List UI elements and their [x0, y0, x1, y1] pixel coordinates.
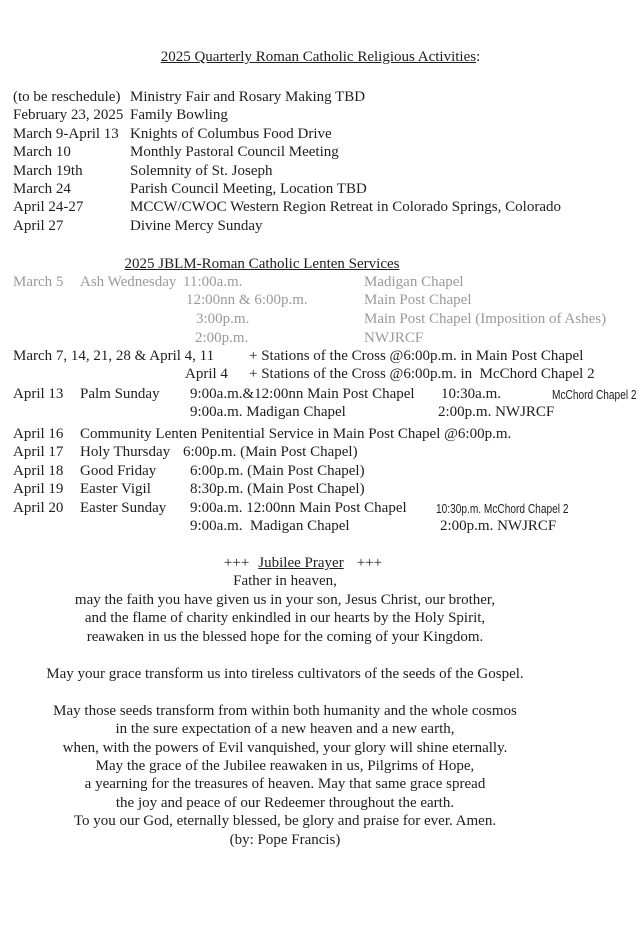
activities-section-title [0, 49, 641, 68]
prayer-line: Father in heaven, [233, 573, 337, 589]
community-service-row [0, 426, 641, 445]
event-date: (to be reschedule) [13, 89, 121, 105]
service-date: April 13 [13, 386, 64, 402]
service-detail: + Stations of the Cross @6:00p.m. in McChord Chapel 2 [249, 366, 595, 382]
service-time-location: 9:00a.m. Madigan Chapel [190, 404, 346, 420]
event-desc: Solemnity of St. Joseph [130, 163, 273, 179]
service-detail: 6:00p.m. (Main Post Chapel) [190, 463, 365, 479]
holy-thursday-row [0, 444, 641, 463]
service-name: Good Friday [80, 463, 157, 479]
activities-title-text: 2025 Quarterly Roman Catholic Religious Activities [160, 49, 477, 65]
ash-wednesday-row-3 [0, 311, 641, 330]
service-date: April 17 [13, 444, 64, 460]
service-dates: April 4 [185, 366, 228, 382]
event-date: April 24-27 [13, 199, 84, 215]
event-date: March 19th [13, 163, 83, 179]
service-name: Ash Wednesday [80, 274, 177, 290]
event-row-family-bowling [0, 107, 641, 126]
service-location-mcchord: 10:30p.m. McChord Chapel 2 [436, 501, 569, 516]
ash-wednesday-row-2 [0, 292, 641, 311]
prayer-line: May those seeds transform from within both humanity and the whole cosmos [53, 703, 517, 719]
event-desc: Divine Mercy Sunday [130, 218, 263, 234]
prayer-marker-left: +++ [223, 555, 250, 571]
event-row-food-drive [0, 126, 641, 145]
palm-sunday-row-1 [0, 386, 641, 405]
event-desc: Family Bowling [130, 107, 228, 123]
event-desc: MCCW/CWOC Western Region Retreat in Colorado Springs, Colorado [130, 199, 561, 215]
prayer-line: the joy and peace of our Redeemer throughout the earth. [115, 795, 455, 811]
ash-wednesday-row-1 [0, 274, 641, 293]
prayer-line: May your grace transform us into tireless cultivators of the seeds of the Gospel. [46, 666, 524, 682]
event-desc: Knights of Columbus Food Drive [130, 126, 332, 142]
service-time: 3:00p.m. [196, 311, 250, 327]
prayer-title: Jubilee Prayer [258, 555, 344, 571]
service-date: March 5 [13, 274, 64, 290]
service-location-mcchord: McChord Chapel 2 [552, 387, 637, 402]
prayer-line: To you our God, eternally blessed, be glory and praise for ever. Amen. [73, 813, 497, 829]
event-row-ministry-fair [0, 89, 641, 108]
service-name: Palm Sunday [80, 386, 160, 402]
lenten-section-title [0, 256, 524, 275]
prayer-header [0, 555, 606, 574]
service-time: 10:30a.m. [441, 386, 501, 402]
prayer-line: May the grace of the Jubilee reawaken in us, Pilgrims of Hope, [95, 758, 475, 774]
prayer-line: a yearning for the treasures of heaven. May that same grace spread [84, 776, 486, 792]
event-row-divine-mercy [0, 218, 641, 237]
service-time-location: 2:00p.m. NWJRCF [438, 404, 555, 420]
service-time: 12:00nn & 6:00p.m. [186, 292, 308, 308]
service-name: Holy Thursday [80, 444, 171, 460]
event-row-st-joseph [0, 163, 641, 182]
prayer-line: and the flame of charity enkindled in our hearts by the Holy Spirit, [84, 610, 486, 626]
ash-wednesday-row-4 [0, 330, 641, 349]
prayer-marker-right: +++ [356, 555, 383, 571]
service-date: April 18 [13, 463, 64, 479]
service-time: 2:00p.m. [195, 330, 249, 346]
event-desc: Parish Council Meeting, Location TBD [130, 181, 367, 197]
lenten-title-text: 2025 JBLM-Roman Catholic Lenten Services [124, 256, 400, 272]
activities-title-colon: : [476, 49, 481, 65]
service-detail: + Stations of the Cross @6:00p.m. in Main Post Chapel [249, 348, 584, 364]
service-time-location: 9:00a.m. Madigan Chapel [190, 518, 350, 534]
event-row-mccw-retreat [0, 199, 641, 218]
event-desc: Monthly Pastoral Council Meeting [130, 144, 339, 160]
service-detail: 8:30p.m. (Main Post Chapel) [190, 481, 365, 497]
event-date: February 23, 2025 [13, 107, 124, 123]
event-date: March 24 [13, 181, 71, 197]
service-name: Easter Sunday [80, 500, 167, 516]
event-row-parish-council [0, 181, 641, 200]
service-date: April 20 [13, 500, 64, 516]
easter-sunday-row-1 [0, 500, 641, 519]
service-location: Main Post Chapel (Imposition of Ashes) [364, 311, 607, 327]
good-friday-row [0, 463, 641, 482]
service-location: Main Post Chapel [364, 292, 472, 308]
easter-sunday-row-2 [0, 518, 641, 537]
event-row-pastoral-council [0, 144, 641, 163]
service-detail: 6:00p.m. (Main Post Chapel) [183, 444, 358, 460]
prayer-line: in the sure expectation of a new heaven and a new earth, [115, 721, 455, 737]
service-location: NWJRCF [364, 330, 424, 346]
service-desc: Community Lenten Penitential Service in Main Post Chapel @6:00p.m. [80, 426, 512, 442]
service-name: Easter Vigil [80, 481, 151, 497]
event-date: March 10 [13, 144, 71, 160]
service-time: 11:00a.m. [183, 274, 243, 290]
prayer-line: may the faith you have given us in your son, Jesus Christ, our brother, [74, 592, 496, 608]
event-date: April 27 [13, 218, 64, 234]
service-location: Madigan Chapel [364, 274, 464, 290]
service-time-location: 2:00p.m. NWJRCF [440, 518, 557, 534]
palm-sunday-row-2 [0, 404, 641, 423]
stations-mcchord-row [0, 366, 641, 385]
service-dates: March 7, 14, 21, 28 & April 4, 11 [13, 348, 215, 364]
prayer-attribution: (by: Pope Francis) [229, 832, 341, 848]
event-date: March 9-April 13 [13, 126, 119, 142]
easter-vigil-row [0, 481, 641, 500]
service-time-location: 9:00a.m. 12:00nn Main Post Chapel [190, 500, 407, 516]
stations-main-row [0, 348, 641, 367]
service-date: April 19 [13, 481, 64, 497]
event-desc: Ministry Fair and Rosary Making TBD [130, 89, 366, 105]
prayer-line: reawaken in us the blessed hope for the coming of your Kingdom. [86, 629, 484, 645]
prayer-line: when, with the powers of Evil vanquished, your glory will shine eternally. [62, 740, 508, 756]
service-time-location: 9:00a.m.&12:00nn Main Post Chapel [190, 386, 415, 402]
service-date: April 16 [13, 426, 64, 442]
